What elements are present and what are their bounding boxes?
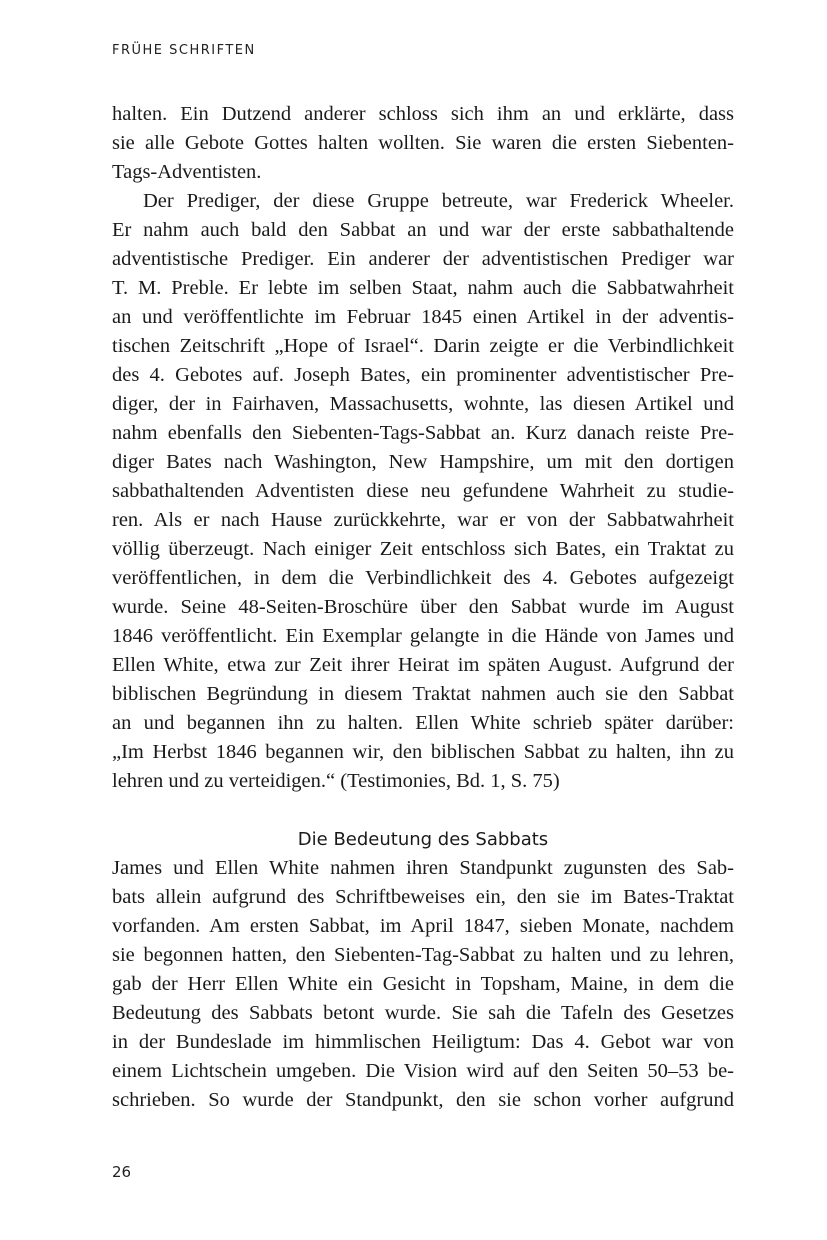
page-number: 26 bbox=[112, 1163, 132, 1181]
text-line: lehren und zu verteidigen.“ (Testimonies, Bd. 1, S. 75) bbox=[112, 770, 560, 792]
text-line: diger, der in Fairhaven, Massachusetts, wohnte, las diesen Artikel und bbox=[112, 393, 734, 415]
text-line: tischen Zeitschrift „Hope of Israel“. Darin zeigte er die Verbindlichkeit bbox=[112, 335, 734, 357]
text-line: veröffentlichen, in dem die Verbindlichkeit des 4. Gebotes aufgezeigt bbox=[112, 567, 734, 589]
body-text bbox=[112, 100, 734, 1115]
text-line: des 4. Gebotes auf. Joseph Bates, ein prominenter adventistischer Pre- bbox=[112, 364, 734, 386]
text-line: einem Lichtschein umgeben. Die Vision wird auf den Seiten 50–53 be- bbox=[112, 1060, 734, 1082]
text-line: sie alle Gebote Gottes halten wollten. Sie waren die ersten Siebenten- bbox=[112, 132, 734, 154]
text-line: an und begannen ihn zu halten. Ellen White schrieb später darüber: bbox=[112, 712, 734, 734]
section-heading: Die Bedeutung des Sabbats bbox=[297, 829, 549, 850]
text-line: in der Bundeslade im himmlischen Heiligtum: Das 4. Gebot war von bbox=[112, 1031, 734, 1053]
text-line: Bedeutung des Sabbats betont wurde. Sie sah die Tafeln des Gesetzes bbox=[112, 1002, 734, 1024]
text-line: schrieben. So wurde der Standpunkt, den sie schon vorher aufgrund bbox=[112, 1089, 734, 1111]
text-line: sie begonnen hatten, den Siebenten-Tag-Sabbat zu halten und zu lehren, bbox=[112, 944, 734, 966]
text-line: T. M. Preble. Er lebte im selben Staat, nahm auch die Sabbatwahrheit bbox=[112, 277, 734, 299]
text-line: an und veröffentlichte im Februar 1845 einen Artikel in der adventis- bbox=[112, 306, 734, 328]
text-line: diger Bates nach Washington, New Hampshire, um mit den dortigen bbox=[112, 451, 734, 473]
paragraph-gap bbox=[112, 796, 734, 825]
text-line: „Im Herbst 1846 begannen wir, den biblischen Sabbat zu halten, ihn zu bbox=[112, 741, 734, 763]
text-line: nahm ebenfalls den Siebenten-Tags-Sabbat an. Kurz danach reiste Pre- bbox=[112, 422, 734, 444]
text-line: James und Ellen White nahmen ihren Standpunkt zugunsten des Sab- bbox=[112, 857, 734, 879]
running-head: FRÜHE SCHRIFTEN bbox=[112, 43, 256, 58]
text-line: adventistische Prediger. Ein anderer der adventistischen Prediger war bbox=[112, 248, 734, 270]
text-line: 1846 veröffentlicht. Ein Exemplar gelangte in die Hände von James und bbox=[112, 625, 734, 647]
text-line: bats allein aufgrund des Schriftbeweises ein, den sie im Bates-Traktat bbox=[112, 886, 734, 908]
text-line: Der Prediger, der diese Gruppe betreute, war Frederick Wheeler. bbox=[143, 190, 734, 212]
text-line: wurde. Seine 48-Seiten-Broschüre über den Sabbat wurde im August bbox=[112, 596, 734, 618]
text-line: ren. Als er nach Hause zurückkehrte, war er von der Sabbatwahrheit bbox=[112, 509, 734, 531]
text-line: Ellen White, etwa zur Zeit ihrer Heirat im späten August. Aufgrund der bbox=[112, 654, 734, 676]
text-line: Er nahm auch bald den Sabbat an und war der erste sabbathaltende bbox=[112, 219, 734, 241]
text-line: Tags-Adventisten. bbox=[112, 161, 262, 183]
text-line: sabbathaltenden Adventisten diese neu gefundene Wahrheit zu studie- bbox=[112, 480, 734, 502]
text-line: biblischen Begründung in diesem Traktat nahmen auch sie den Sabbat bbox=[112, 683, 734, 705]
text-line: gab der Herr Ellen White ein Gesicht in Topsham, Maine, in dem die bbox=[112, 973, 734, 995]
text-line: vorfanden. Am ersten Sabbat, im April 1847, sieben Monate, nachdem bbox=[112, 915, 734, 937]
text-line: halten. Ein Dutzend anderer schloss sich ihm an und erklärte, dass bbox=[112, 103, 734, 125]
text-line: völlig überzeugt. Nach einiger Zeit entschloss sich Bates, ein Traktat zu bbox=[112, 538, 734, 560]
